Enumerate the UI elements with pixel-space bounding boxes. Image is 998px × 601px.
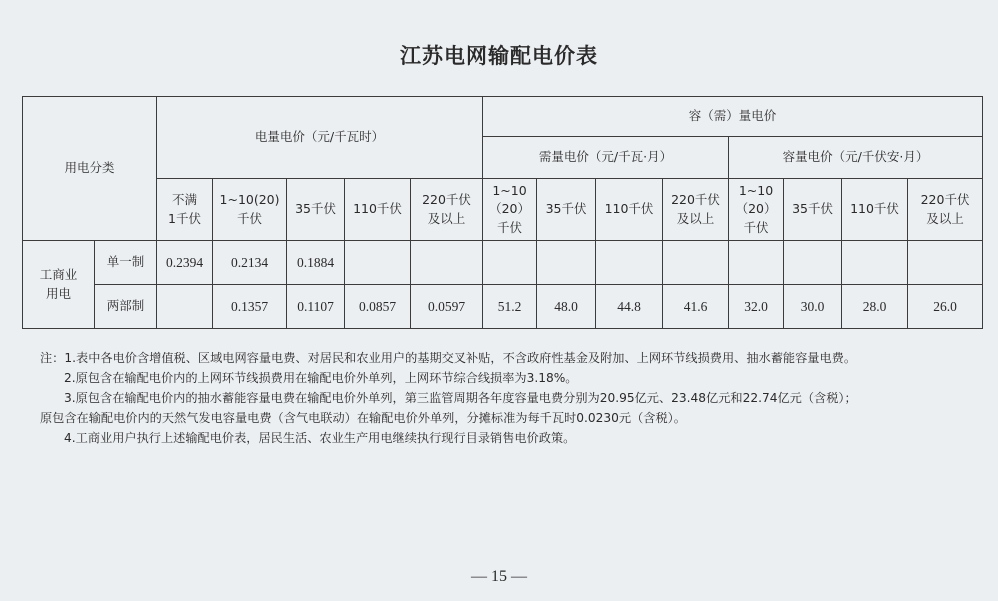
table-row xyxy=(23,241,983,285)
capacity-price-cell: 30.0 xyxy=(784,285,842,329)
energy-price-cell: 0.1884 xyxy=(287,241,345,285)
energy-voltage-header: 不满 1千伏 xyxy=(157,179,213,241)
capacity-demand-group-header: 容（需）量电价 xyxy=(483,97,983,137)
energy-price-cell: 0.0597 xyxy=(411,285,483,329)
demand-price-cell xyxy=(483,241,537,285)
energy-voltage-header: 1~10(20) 千伏 xyxy=(213,179,287,241)
note-line: 3.原包含在输配电价内的抽水蓄能容量电费在输配电价外单列，第三监管周期各年度容量电费分别为20.95亿元、23.48亿元和22.74亿元（含税）； xyxy=(64,391,857,405)
capacity-price-header: 容量电价（元/千伏安·月） xyxy=(729,137,983,179)
energy-price-cell: 0.1357 xyxy=(213,285,287,329)
demand-price-cell xyxy=(596,241,663,285)
page-number: — 15 — xyxy=(471,568,527,585)
demand-voltage-header: 110千伏 xyxy=(596,179,663,241)
energy-price-cell xyxy=(345,241,411,285)
demand-voltage-header: 35千伏 xyxy=(537,179,596,241)
demand-voltage-header: 1~10 （20） 千伏 xyxy=(483,179,537,241)
capacity-price-cell: 32.0 xyxy=(729,285,784,329)
category-header: 用电分类 xyxy=(23,97,157,241)
energy-voltage-header: 35千伏 xyxy=(287,179,345,241)
page-title: 江苏电网输配电价表 xyxy=(400,43,598,68)
capacity-voltage-header: 1~10 （20） 千伏 xyxy=(729,179,784,241)
capacity-price-cell: 26.0 xyxy=(908,285,983,329)
capacity-price-cell xyxy=(784,241,842,285)
demand-price-cell: 44.8 xyxy=(596,285,663,329)
demand-price-cell xyxy=(537,241,596,285)
energy-price-cell: 0.1107 xyxy=(287,285,345,329)
energy-price-cell xyxy=(411,241,483,285)
capacity-price-cell xyxy=(908,241,983,285)
capacity-price-cell: 28.0 xyxy=(842,285,908,329)
demand-price-cell: 51.2 xyxy=(483,285,537,329)
energy-price-cell: 0.0857 xyxy=(345,285,411,329)
demand-price-cell: 48.0 xyxy=(537,285,596,329)
capacity-voltage-header: 35千伏 xyxy=(784,179,842,241)
energy-voltage-header: 110千伏 xyxy=(345,179,411,241)
demand-voltage-header: 220千伏 及以上 xyxy=(663,179,729,241)
capacity-price-cell xyxy=(842,241,908,285)
group-label: 工商业 用电 xyxy=(23,241,95,329)
energy-voltage-header: 220千伏 及以上 xyxy=(411,179,483,241)
row-label: 两部制 xyxy=(95,285,157,329)
energy-price-cell: 0.2394 xyxy=(157,241,213,285)
note-line: 4.工商业用户执行上述输配电价表，居民生活、农业生产用电继续执行现行目录销售电价政策。 xyxy=(64,431,576,445)
energy-price-cell: 0.2134 xyxy=(213,241,287,285)
energy-price-cell xyxy=(157,285,213,329)
capacity-voltage-header: 110千伏 xyxy=(842,179,908,241)
capacity-voltage-header: 220千伏 及以上 xyxy=(908,179,983,241)
notes xyxy=(40,348,980,448)
tariff-table xyxy=(22,96,983,329)
demand-price-header: 需量电价（元/千瓦·月） xyxy=(483,137,729,179)
table-row xyxy=(23,285,983,329)
demand-price-cell xyxy=(663,241,729,285)
note-line: 2.原包含在输配电价内的上网环节线损费用在输配电价外单列，上网环节综合线损率为3.18%。 xyxy=(64,371,578,385)
capacity-price-cell xyxy=(729,241,784,285)
row-label: 单一制 xyxy=(95,241,157,285)
energy-price-header: 电量电价（元/千瓦时） xyxy=(157,97,483,179)
note-line: 原包含在输配电价内的天然气发电容量电费（含气电联动）在输配电价外单列，分摊标准为每千瓦时0.0230元（含税）。 xyxy=(40,411,686,425)
note-line: 注：1.表中各电价含增值税、区域电网容量电费、对居民和农业用户的基期交叉补贴，不含政府性基金及附加、上网环节线损费用、抽水蓄能容量电费。 xyxy=(40,351,857,365)
demand-price-cell: 41.6 xyxy=(663,285,729,329)
